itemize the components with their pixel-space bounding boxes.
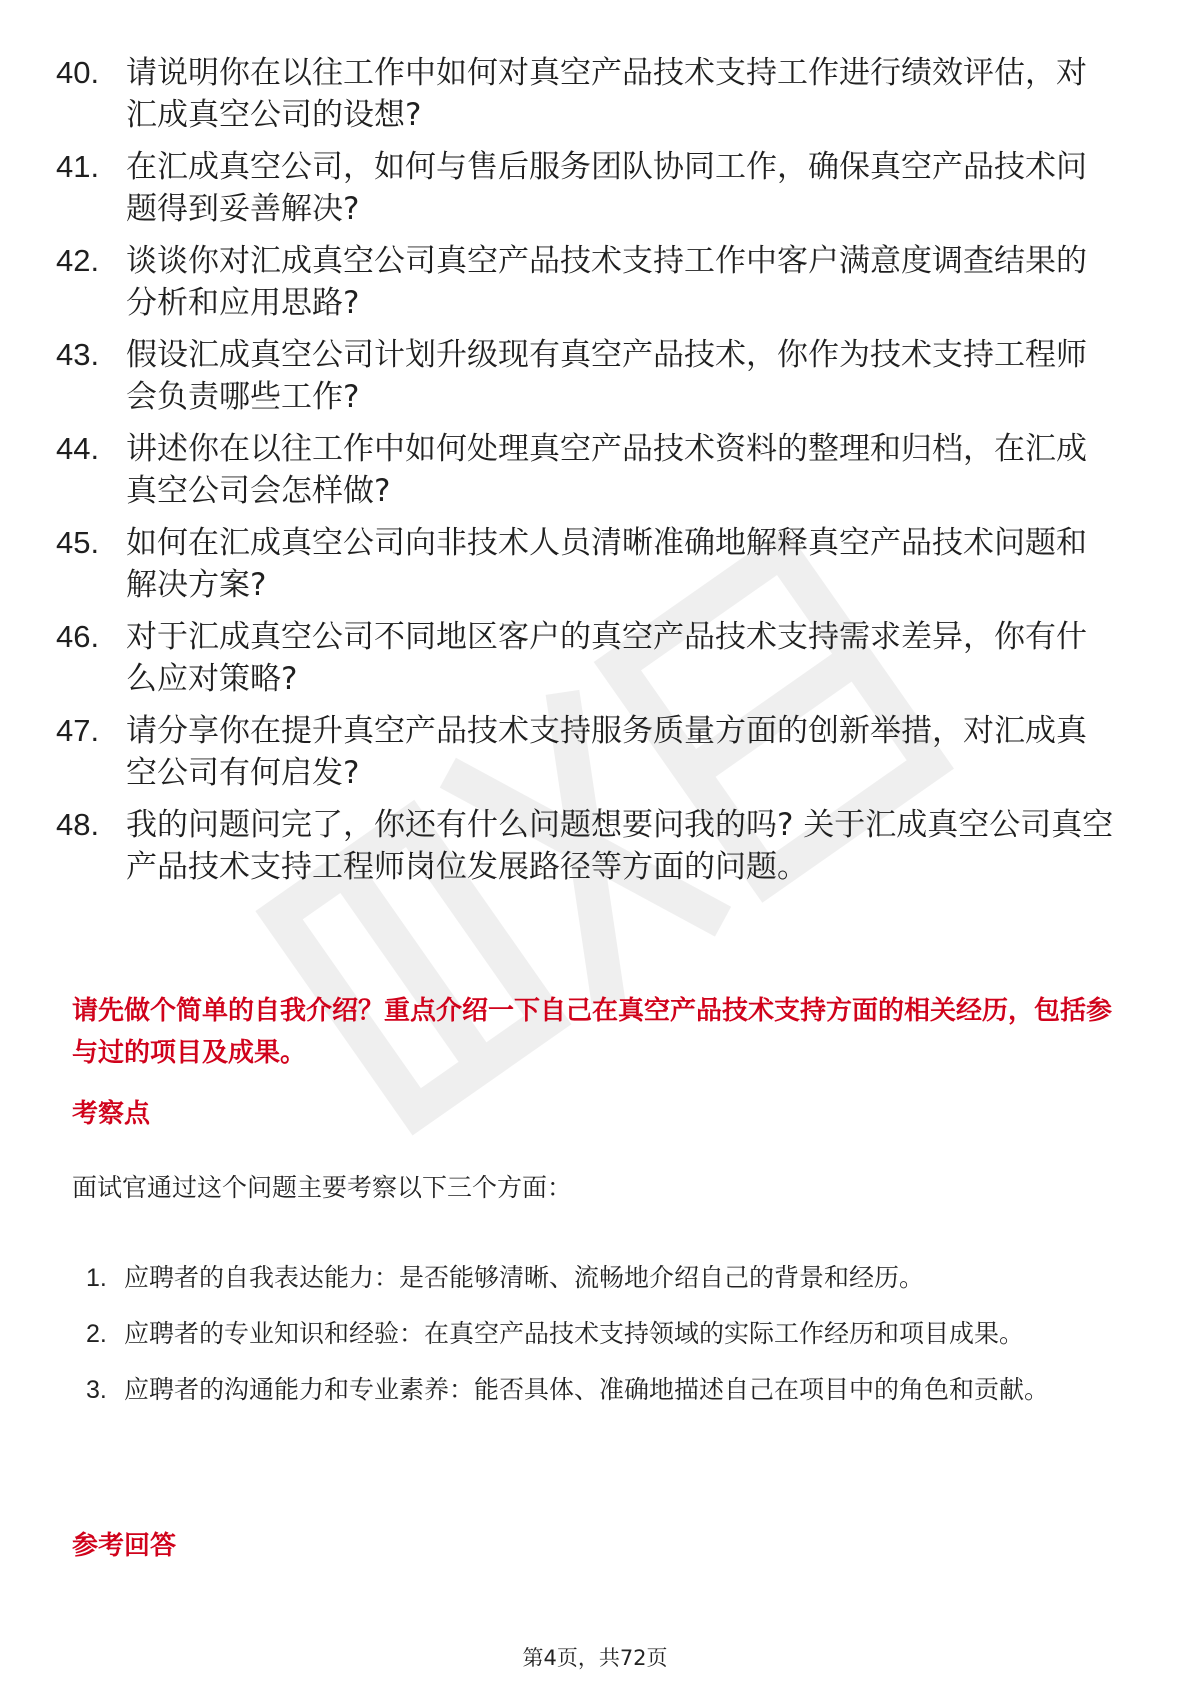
- question-number: 43.: [56, 337, 100, 372]
- list-item-number: 1.: [86, 1264, 107, 1292]
- question-number: 45.: [56, 525, 100, 560]
- highlight-question: 请先做个简单的自我介绍？重点介绍一下自己在真空产品技术支持方面的相关经历，包括参与过的项目及成果。: [72, 996, 1113, 1068]
- question-item: [56, 522, 1116, 606]
- list-item: [72, 1252, 1117, 1304]
- question-number: 42.: [56, 243, 100, 278]
- question-item: [56, 240, 1116, 324]
- question-number: 44.: [56, 431, 100, 466]
- question-number: 46.: [56, 619, 100, 654]
- question-text: 请分享你在提升真空产品技术支持服务质量方面的创新举措，对汇成真空公司有何启发?: [126, 713, 1087, 791]
- question-item: [56, 710, 1116, 794]
- question-text: 在汇成真空公司，如何与售后服务团队协同工作，确保真空产品技术问题得到妥善解决?: [126, 149, 1087, 227]
- question-number: 47.: [56, 713, 100, 748]
- question-text: 谈谈你对汇成真空公司真空产品技术支持工作中客户满意度调查结果的分析和应用思路?: [126, 243, 1087, 321]
- question-item: [56, 146, 1116, 230]
- intro-text: 面试官通过这个问题主要考察以下三个方面：: [72, 1173, 573, 1202]
- exam-points-heading: 考察点: [72, 1099, 151, 1129]
- question-item: [56, 52, 1116, 136]
- list-item-number: 2.: [86, 1320, 107, 1348]
- list-item: [72, 1364, 1117, 1416]
- list-item-number: 3.: [86, 1376, 107, 1404]
- question-text: 请说明你在以往工作中如何对真空产品技术支持工作进行绩效评估，对汇成真空公司的设想?: [126, 55, 1087, 133]
- answer-heading: 参考回答: [72, 1531, 177, 1561]
- exam-points-list: [72, 1252, 1117, 1420]
- question-item: [56, 334, 1116, 418]
- question-number: 48.: [56, 807, 100, 842]
- question-item: [56, 428, 1116, 512]
- list-item: [72, 1308, 1117, 1360]
- list-item-text: 应聘者的沟通能力和专业素养：能否具体、准确地描述自己在项目中的角色和贡献。: [124, 1375, 1050, 1404]
- question-number: 41.: [56, 149, 100, 184]
- list-item-text: 应聘者的专业知识和经验：在真空产品技术支持领域的实际工作经历和项目成果。: [124, 1319, 1025, 1348]
- question-text: 如何在汇成真空公司向非技术人员清晰准确地解释真空产品技术问题和解决方案?: [126, 525, 1087, 603]
- page-footer: 第4页，共72页: [522, 1646, 668, 1670]
- question-list: [56, 52, 1116, 898]
- question-text: 对于汇成真空公司不同地区客户的真空产品技术支持需求差异，你有什么应对策略?: [126, 619, 1087, 697]
- question-item: [56, 804, 1116, 888]
- question-text: 我的问题问完了，你还有什么问题想要问我的吗? 关于汇成真空公司真空产品技术支持工程师岗位发展路径等方面的问题。: [126, 807, 1114, 885]
- question-number: 40.: [56, 55, 100, 90]
- question-text: 假设汇成真空公司计划升级现有真空产品技术，你作为技术支持工程师会负责哪些工作?: [126, 337, 1087, 415]
- question-text: 讲述你在以往工作中如何处理真空产品技术资料的整理和归档，在汇成真空公司会怎样做?: [126, 431, 1087, 509]
- list-item-text: 应聘者的自我表达能力：是否能够清晰、流畅地介绍自己的背景和经历。: [124, 1263, 925, 1292]
- question-item: [56, 616, 1116, 700]
